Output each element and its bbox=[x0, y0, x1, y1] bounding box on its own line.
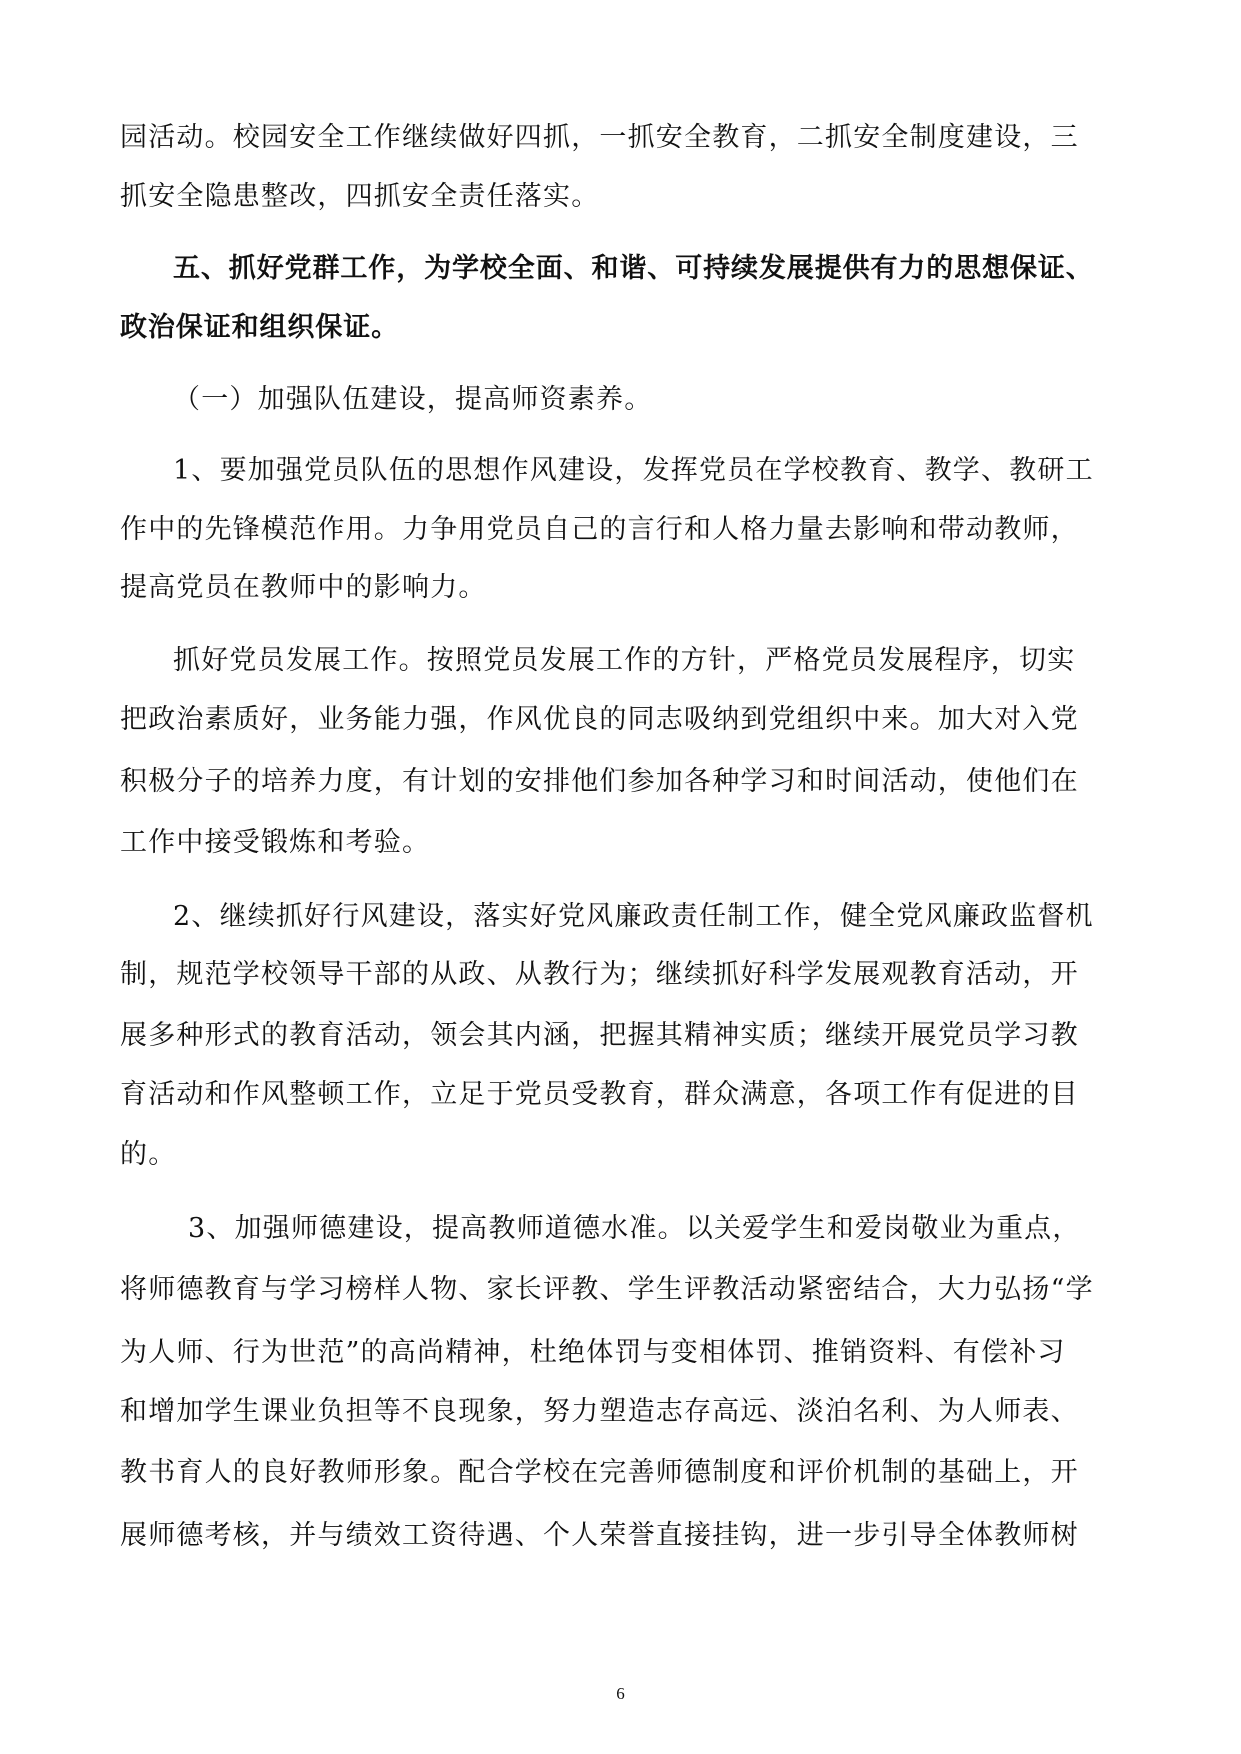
subsection-heading: （一）加强队伍建设，提高师资素养。 bbox=[173, 384, 653, 415]
body-text-line: 抓好党员发展工作。按照党员发展工作的方针，严格党员发展程序，切实 bbox=[173, 645, 1076, 676]
body-text-line: 3、加强师德建设，提高教师道德水准。以关爱学生和爱岗敬业为重点， bbox=[188, 1213, 1081, 1244]
body-text-line: 制，规范学校领导干部的从政、从教行为；继续抓好科学发展观教育活动，开 bbox=[120, 959, 1079, 990]
body-text-line: 园活动。校园安全工作继续做好四抓，一抓安全教育，二抓安全制度建设，三 bbox=[120, 122, 1079, 153]
body-text-line: 抓安全隐患整改，四抓安全责任落实。 bbox=[120, 181, 600, 212]
body-text-line: 提高党员在教师中的影响力。 bbox=[120, 572, 487, 603]
body-text-line: 作中的先锋模范作用。力争用党员自己的言行和人格力量去影响和带动教师， bbox=[120, 514, 1079, 545]
body-text-line: 教书育人的良好教师形象。配合学校在完善师德制度和评价机制的基础上，开 bbox=[120, 1457, 1079, 1488]
section-heading-line: 政治保证和组织保证。 bbox=[120, 312, 399, 343]
body-text-line: 为人师、行为世范”的高尚精神，杜绝体罚与变相体罚、推销资料、有偿补习 bbox=[120, 1337, 1066, 1368]
body-text-line: 1、要加强党员队伍的思想作风建设，发挥党员在学校教育、教学、教研工 bbox=[173, 455, 1094, 486]
page-number: 6 bbox=[616, 1684, 625, 1703]
body-text-line: 把政治素质好，业务能力强，作风优良的同志吸纳到党组织中来。加大对入党 bbox=[120, 704, 1079, 735]
body-text-line: 2、继续抓好行风建设，落实好党风廉政责任制工作，健全党风廉政监督机 bbox=[173, 901, 1094, 932]
body-text-line: 将师德教育与学习榜样人物、家长评教、学生评教活动紧密结合，大力弘扬“学 bbox=[120, 1274, 1094, 1305]
body-text-line: 工作中接受锻炼和考验。 bbox=[120, 827, 431, 858]
body-text-line: 育活动和作风整顿工作，立足于党员受教育，群众满意，各项工作有促进的目 bbox=[120, 1079, 1079, 1110]
body-text-line: 展多种形式的教育活动，领会其内涵，把握其精神实质；继续开展党员学习教 bbox=[120, 1020, 1079, 1051]
body-text-line: 的。 bbox=[120, 1139, 177, 1170]
body-text-line: 和增加学生课业负担等不良现象，努力塑造志存高远、淡泊名利、为人师表、 bbox=[120, 1396, 1079, 1427]
section-heading-line: 五、抓好党群工作，为学校全面、和谐、可持续发展提供有力的思想保证、 bbox=[173, 253, 1094, 284]
body-text-line: 积极分子的培养力度，有计划的安排他们参加各种学习和时间活动，使他们在 bbox=[120, 766, 1079, 797]
body-text-line: 展师德考核，并与绩效工资待遇、个人荣誉直接挂钩，进一步引导全体教师树 bbox=[120, 1520, 1079, 1551]
